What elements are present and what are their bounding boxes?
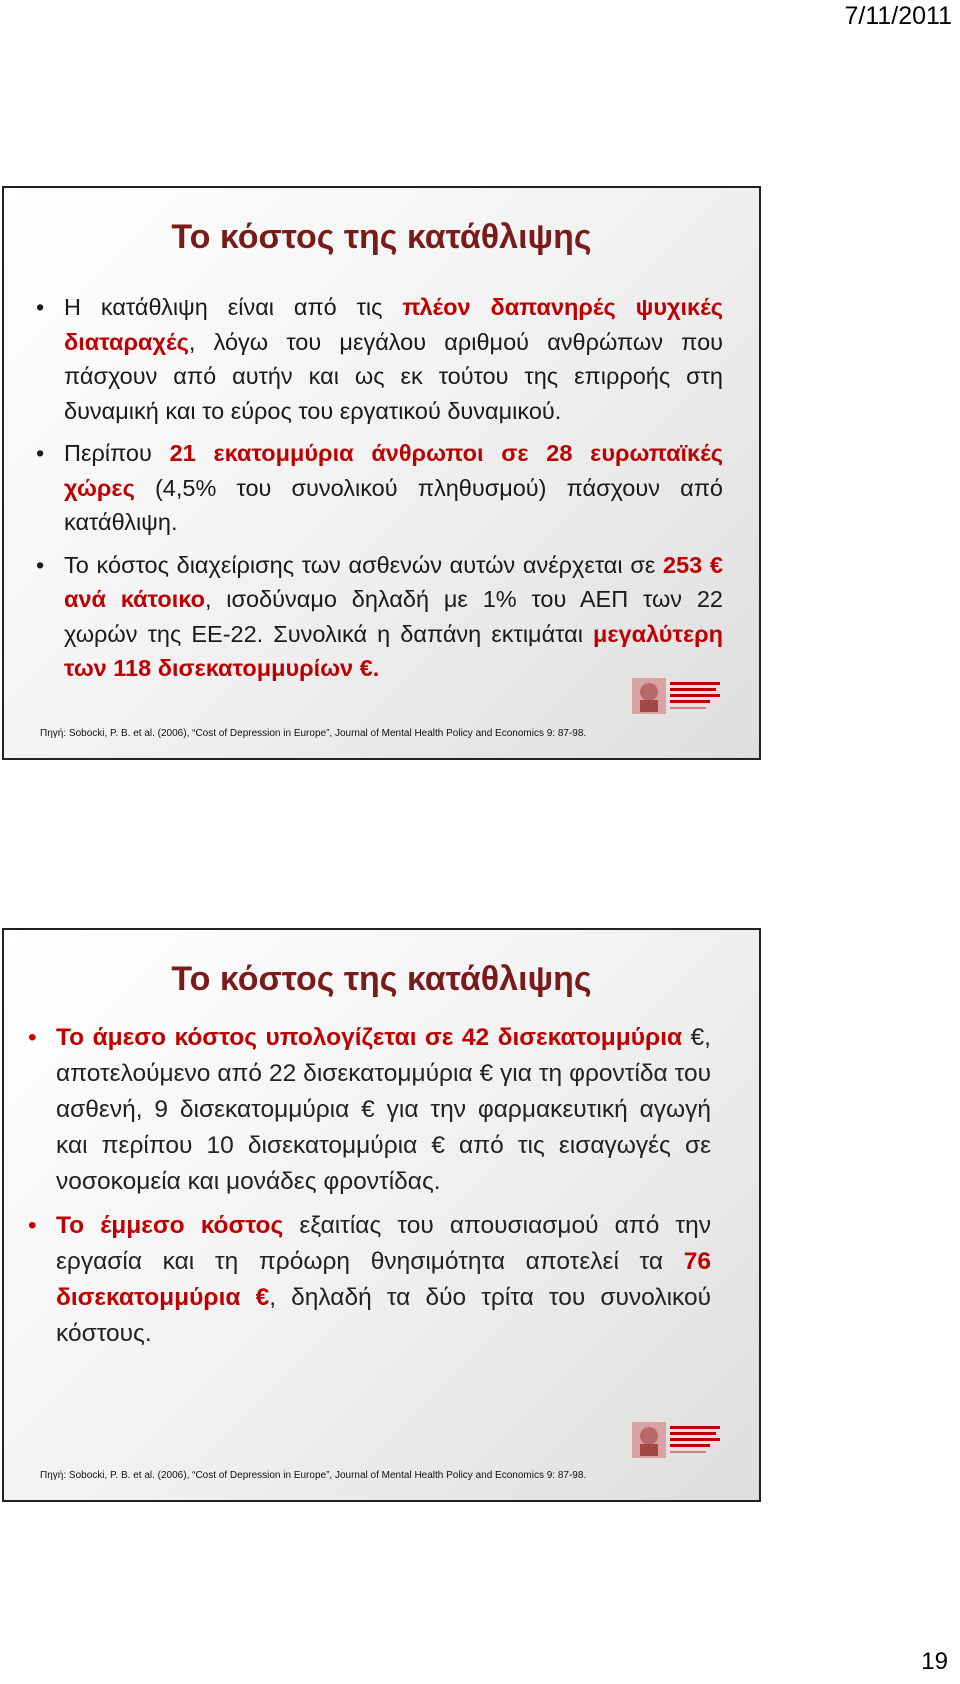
bullet-text: (4,5% του συνολικού πληθυσμού) πάσχουν από κατάθλιψη. xyxy=(64,474,723,535)
bullet-text: , ισοδύναμο δηλαδή με 1% του ΑΕΠ των 22 χωρών της ΕΕ-22. Συνολικά η δαπάνη εκτιμάται xyxy=(64,586,723,647)
highlighted-text: 76 δισεκατομμύρια € xyxy=(56,1248,711,1311)
school-logo-icon xyxy=(632,676,724,716)
bullet-text: εξαιτίας του απουσιασμού από την εργασία και τη πρόωρη θνησιμότητα αποτελεί τα xyxy=(56,1212,711,1275)
highlighted-text: 253 € ανά κάτοικο xyxy=(64,551,723,612)
bullet-item xyxy=(32,436,723,540)
page-date: 7/11/2011 xyxy=(844,2,952,30)
bullet-dot-icon: • xyxy=(36,294,45,320)
slide-1 xyxy=(2,186,761,760)
bullet-list xyxy=(24,1020,711,1360)
school-logo-icon xyxy=(632,1420,724,1460)
bullet-dot-icon: • xyxy=(28,1212,37,1239)
slide-title: Το κόστος της κατάθλιψης xyxy=(171,218,592,256)
highlighted-text: πλέον δαπανηρές ψυχικές διαταραχές xyxy=(64,294,723,355)
highlighted-text: Το έμμεσο κόστος xyxy=(56,1212,284,1239)
bullet-text: Η κατάθλιψη είναι από τις xyxy=(64,294,403,320)
bullet-text: , λόγω του μεγάλου αριθμού ανθρώπων που πάσχουν από αυτήν και ως εκ τούτου της επιρροής στη δυναμική και το εύρος του εργατικού δυναμικού. xyxy=(64,328,723,424)
source-citation: Πηγή: Sobocki, P. B. et al. (2006), “Cost of Depression in Europe”, Journal of Mental Health Policy and Economics 9: 87-98. xyxy=(40,728,587,739)
bullet-text: , δηλαδή τα δύο τρίτα του συνολικού κόστους. xyxy=(56,1284,711,1347)
bullet-dot-icon: • xyxy=(36,440,45,466)
bullet-item xyxy=(32,290,723,428)
bullet-item xyxy=(24,1020,711,1200)
highlighted-text: μεγαλύτερη των 118 δισεκατομμυρίων €. xyxy=(64,620,723,681)
source-citation: Πηγή: Sobocki, P. B. et al. (2006), “Cost of Depression in Europe”, Journal of Mental Health Policy and Economics 9: 87-98. xyxy=(40,1470,587,1481)
page-number: 19 xyxy=(921,1648,948,1675)
bullet-dot-icon: • xyxy=(36,551,45,578)
bullet-item xyxy=(32,548,723,686)
bullet-dot-icon: • xyxy=(28,1024,37,1051)
bullet-text: Περίπου xyxy=(64,440,170,466)
bullet-list xyxy=(32,290,723,694)
highlighted-text: 21 εκατομμύρια άνθρωποι σε 28 ευρωπαϊκές χώρες xyxy=(64,440,723,501)
slide-title: Το κόστος της κατάθλιψης xyxy=(171,960,592,998)
bullet-item xyxy=(24,1208,711,1352)
slide-2 xyxy=(2,928,761,1502)
highlighted-text: Το άμεσο κόστος υπολογίζεται σε 42 δισεκατομμύρια xyxy=(56,1024,683,1051)
bullet-text: €, αποτελούμενο από 22 δισεκατομμύρια € για τη φροντίδα του ασθενή, 9 δισεκατομμύρια € για την φαρμακευτική αγωγή και περίπου 10 δισεκατομμύρια € από τις εισαγωγές σε νοσοκομεία και μονάδες φροντίδας. xyxy=(56,1024,711,1195)
bullet-text: Το κόστος διαχείρισης των ασθενών αυτών ανέρχεται σε xyxy=(64,551,664,578)
